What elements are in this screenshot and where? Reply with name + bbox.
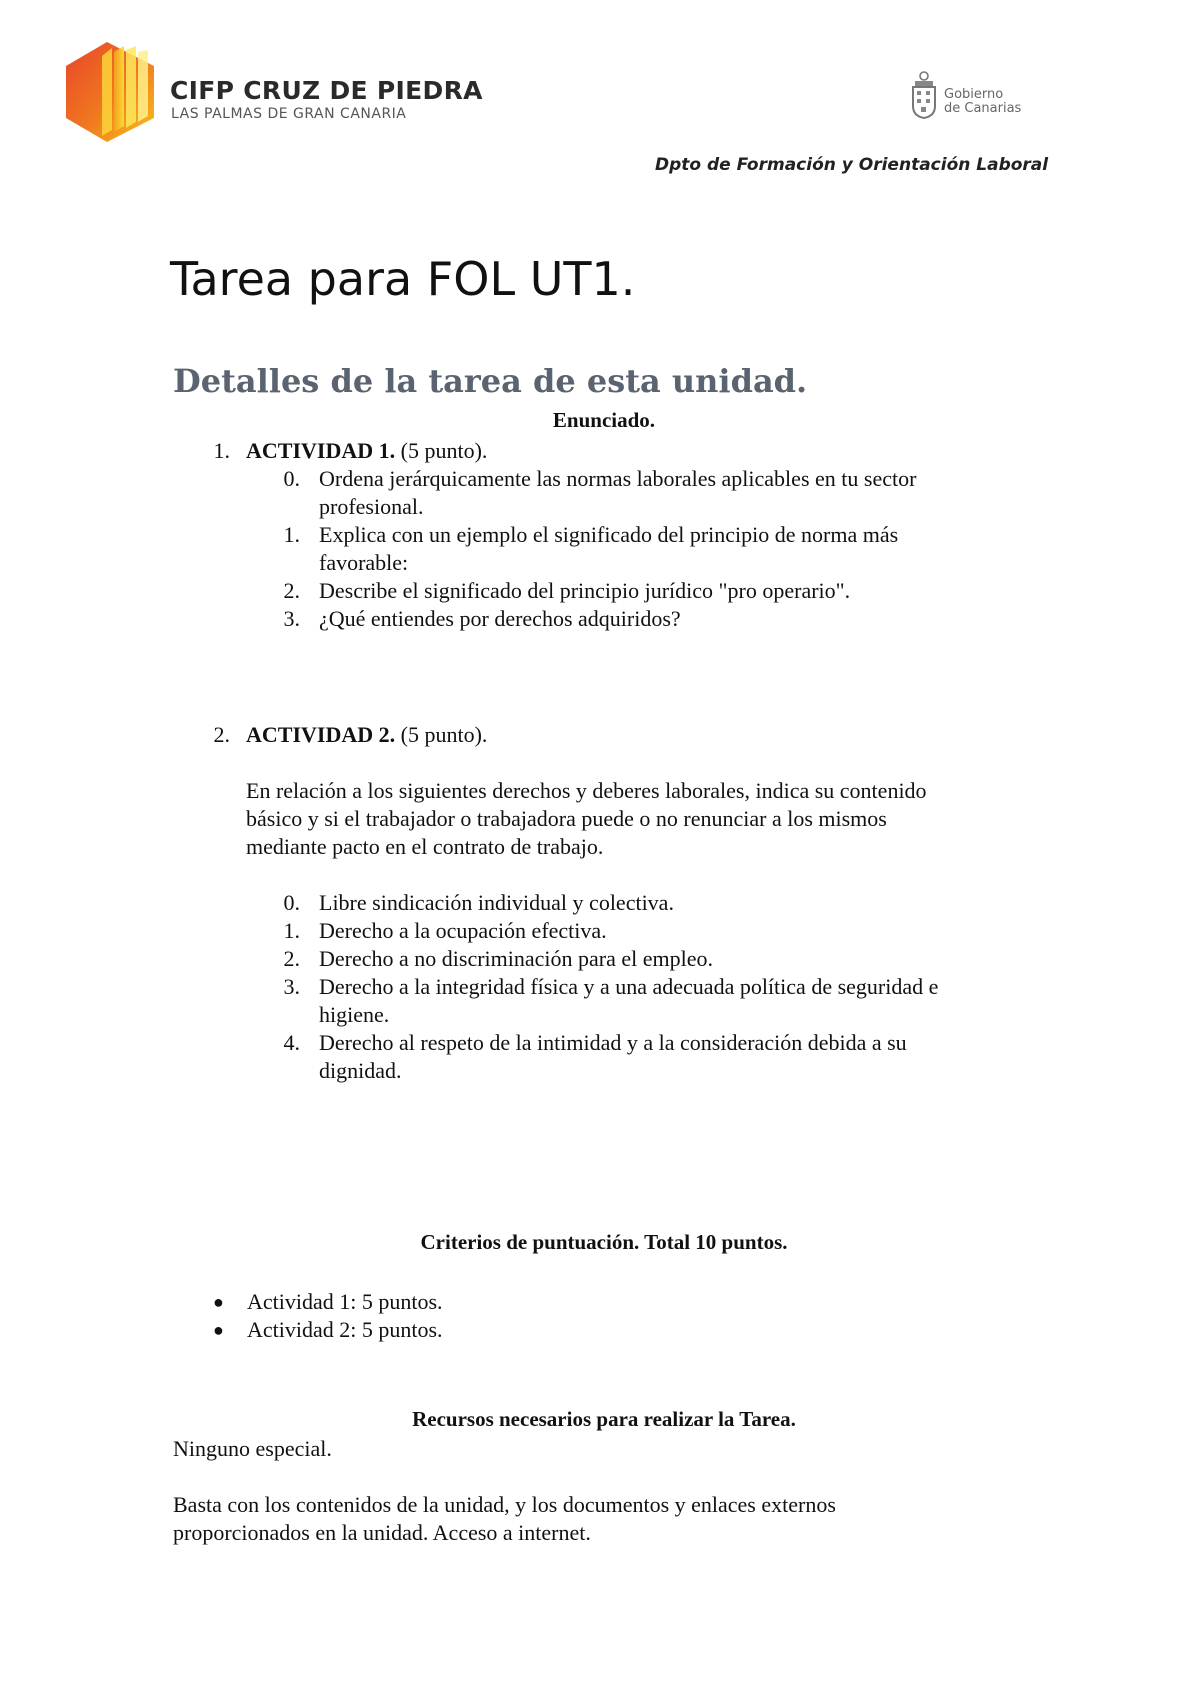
enunciado-heading: Enunciado. (552, 408, 656, 432)
item-number: 3. (283, 974, 300, 999)
item-text-line1: Describe el significado del principio jurídico "pro operario". (319, 578, 851, 603)
item-number: 2. (283, 946, 300, 971)
intro-line-3: mediante pacto en el contrato de trabajo. (246, 834, 604, 859)
department-label: Dpto de Formación y Orientación Laboral (655, 155, 1049, 175)
activity-2-item (270, 1029, 1030, 1085)
item-text-line1: Derecho a la integridad física y a una adecuada política de seguridad e (319, 974, 939, 999)
criteria-item (205, 1288, 805, 1316)
criteria-heading: Criterios de puntuación. Total 10 puntos. (420, 1230, 788, 1254)
school-name: CIFP CRUZ DE PIEDRA (170, 76, 483, 105)
criteria-item-text: Actividad 1: 5 puntos. (247, 1289, 443, 1314)
item-text-line1: Explica con un ejemplo el significado del principio de norma más (319, 522, 899, 547)
criteria-item-text: Actividad 2: 5 puntos. (247, 1317, 443, 1342)
resources-line-1: Ninguno especial. (173, 1436, 332, 1461)
activity-1-item (270, 577, 1030, 605)
item-number: 0. (283, 466, 300, 491)
activity-2-item (270, 973, 1030, 1029)
item-text-line1: Derecho al respeto de la intimidad y a la consideración debida a su (319, 1030, 907, 1055)
resources-heading: Recursos necesarios para realizar la Tarea. (412, 1407, 796, 1431)
item-number: 4. (283, 1030, 300, 1055)
criteria-item (205, 1316, 805, 1344)
activity-2-item (270, 917, 1030, 945)
section-subtitle: Detalles de la tarea de esta unidad. (173, 362, 808, 400)
item-number: 1. (283, 918, 300, 943)
activity-1-number: 1. (213, 438, 230, 463)
gov-line-2: de Canarias (944, 101, 1022, 116)
item-number: 0. (283, 890, 300, 915)
item-number: 1. (283, 522, 300, 547)
item-text-line2: profesional. (319, 494, 424, 519)
school-logo-icon (62, 38, 162, 148)
bullet-icon: ● (213, 1292, 224, 1312)
item-number: 3. (283, 606, 300, 631)
item-text-line1: Derecho a la ocupación efectiva. (319, 918, 607, 943)
item-text-line2: favorable: (319, 550, 409, 575)
item-text-line1: Libre sindicación individual y colectiva. (319, 890, 674, 915)
item-text-line1: Ordena jerárquicamente las normas laborales aplicables en tu sector (319, 466, 917, 491)
resources-line-3: proporcionados en la unidad. Acceso a internet. (173, 1520, 591, 1545)
activity-2-points: (5 punto). (400, 722, 488, 747)
school-logo (62, 38, 162, 148)
intro-line-1: En relación a los siguientes derechos y deberes laborales, indica su contenido (246, 778, 927, 803)
item-text-line1: ¿Qué entiendes por derechos adquiridos? (319, 606, 681, 631)
activity-2-number: 2. (213, 722, 230, 747)
activity-1-item (270, 605, 1030, 633)
item-text-line2: higiene. (319, 1002, 390, 1027)
activity-1-points: (5 punto). (400, 438, 488, 463)
government-logo (910, 70, 1030, 122)
coat-of-arms-icon (910, 70, 938, 120)
item-text-line2: dignidad. (319, 1058, 402, 1083)
activity-1-item (270, 465, 1030, 521)
activity-2-item (270, 889, 1030, 917)
activity-2-intro (246, 777, 1046, 861)
item-text-line1: Derecho a no discriminación para el empleo. (319, 946, 714, 971)
activity-1-item (270, 521, 1030, 577)
activity-2-item (270, 945, 1030, 973)
activity-2-label: ACTIVIDAD 2. (246, 722, 396, 747)
page-title: Tarea para FOL UT1. (170, 252, 636, 306)
activity-1-label: ACTIVIDAD 1. (246, 438, 396, 463)
resources-line-2: Basta con los contenidos de la unidad, y los documentos y enlaces externos (173, 1492, 836, 1517)
intro-line-2: básico y si el trabajador o trabajadora puede o no renunciar a los mismos (246, 806, 887, 831)
item-number: 2. (283, 578, 300, 603)
gov-line-1: Gobierno (944, 87, 1004, 102)
bullet-icon: ● (213, 1320, 224, 1340)
school-location: LAS PALMAS DE GRAN CANARIA (171, 106, 407, 122)
